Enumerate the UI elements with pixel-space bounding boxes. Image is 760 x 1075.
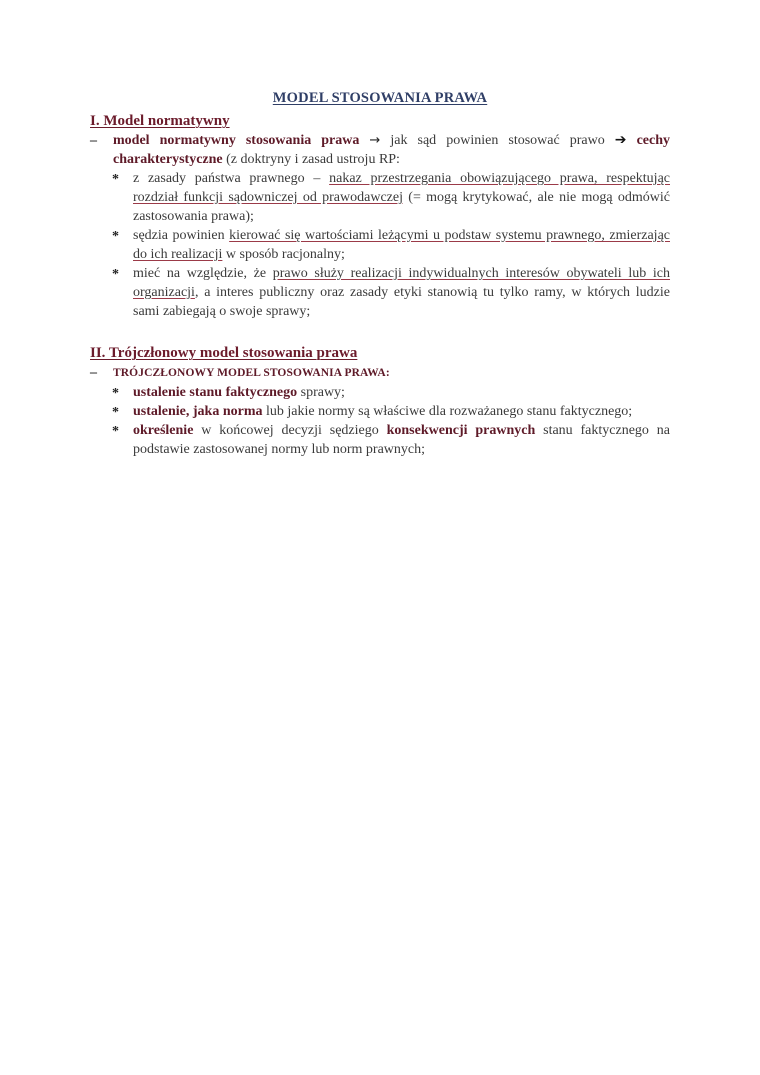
asterisk-bullet-icon: * [112, 386, 119, 401]
item-text-post: , a interes publiczny oraz zasady etyki stanowią tu tylko ramy, w których ludzie sami zabiegają o swoje sprawy; [133, 285, 670, 319]
item-text: sędzia powinien [133, 228, 230, 243]
page-title: MODEL STOSOWANIA PRAWA [272, 90, 488, 106]
term-model-normatywny: model normatywny stosowania prawa [113, 133, 360, 148]
list-item [90, 383, 670, 402]
section-heading-2: II. Trójczłonowy model stosowania prawa [90, 345, 358, 361]
item-text: mieć na względzie, że [133, 266, 273, 281]
item-text: z zasady państwa prawnego – [133, 171, 330, 186]
underlined-text: nakaz przestrzegania obowiązującego prawa, respektując rozdział funkcji sądowniczej od prawodawczej [133, 171, 670, 205]
point-text: jak sąd powinien stosować prawo [390, 133, 605, 148]
bold-term: ustalenie stanu faktycznego [133, 385, 298, 400]
bold-term: określenie [133, 423, 194, 438]
item-text: sprawy; [297, 385, 345, 400]
asterisk-bullet-icon: * [112, 229, 119, 244]
section1-list [90, 169, 670, 321]
bold-term-2: konsekwencji prawnych [386, 423, 536, 438]
list-item [90, 169, 670, 226]
item-text: lub jakie normy są właściwe dla rozważanego stanu faktycznego; [262, 404, 633, 419]
asterisk-bullet-icon: * [112, 267, 119, 282]
document-page [90, 88, 670, 459]
item-text-post: (= mogą krytykować, ale nie mogą odmówić zastosowania prawa); [133, 190, 670, 224]
underlined-text: kierować się wartościami leżącymi u podstaw systemu prawnego, zmierzając do ich realizacji [133, 228, 670, 262]
underlined-text: prawo służy realizacji indywidualnych interesów obywateli lub ich organizacji [133, 266, 671, 300]
asterisk-bullet-icon: * [112, 424, 119, 439]
item-text-post: w sposób racjonalny; [222, 247, 345, 262]
item-text: w końcowej decyzji sędziego [193, 423, 387, 438]
list-item [90, 402, 670, 421]
item-text-2: stanu faktycznego na podstawie zastosowanej normy lub norm prawnych; [133, 423, 670, 457]
section2-list [90, 383, 670, 459]
asterisk-bullet-icon: * [112, 172, 119, 187]
list-item [90, 264, 670, 321]
section-heading-1: I. Model normatywny [90, 113, 230, 129]
term-cechy: cechy charakterystyczne [113, 133, 671, 167]
section2-main-point [90, 363, 670, 383]
bold-right-arrow-icon: ➔ [614, 132, 627, 148]
list-item [90, 421, 670, 459]
asterisk-bullet-icon: * [112, 405, 119, 420]
bold-term: ustalenie, jaka norma [133, 404, 263, 419]
section1-main-point [90, 131, 670, 169]
dash-marker: – [90, 365, 97, 380]
smallcaps-label: TRÓJCZŁONOWY MODEL STOSOWANIA PRAWA: [113, 367, 390, 379]
point-text-2: (z doktryny i zasad ustroju RP: [226, 152, 400, 167]
list-item [90, 226, 670, 264]
dash-marker: – [90, 133, 97, 148]
right-arrow-icon: → [369, 133, 381, 148]
